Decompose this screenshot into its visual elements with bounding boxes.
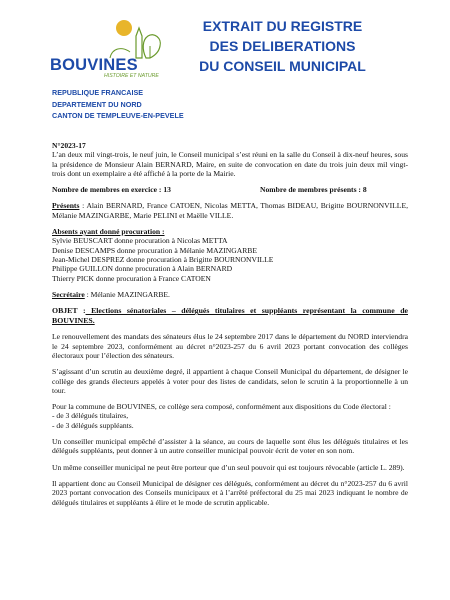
present-list: : Alain BERNARD, France CATOEN, Nicolas METTA, Thomas BIDEAU, Brigitte BOURNONVILLE, Mélanie MAZINGARBE, Marie PELINI et Maëlle VILLE. <box>52 201 408 220</box>
title-line-1: EXTRAIT DU REGISTRE <box>202 18 363 34</box>
header-canton: CANTON DE TEMPLEUVE-EN-PEVELE <box>52 111 184 120</box>
title-line-3: DU CONSEIL MUNICIPAL <box>199 58 366 74</box>
present-paragraph <box>52 201 408 220</box>
bullet-titulaires: - de 3 délégués titulaires, <box>52 411 129 421</box>
logo-tagline: HISTOIRE ET NATURE <box>104 73 159 79</box>
paragraph-composition: Pour la commune de BOUVINES, ce collège sera composé, conformément aux dispositions du Code électoral : <box>52 402 391 412</box>
object-line <box>52 306 408 325</box>
paragraph-designation: Il appartient donc au Conseil Municipal de désigner ces délégués, conformément au décret du n°2023-257 du 6 avril 2023 portant convocation des Conseils municipaux et à l’arrêté préfectoral du 25 mai 2023 indiquant le nombre de délégués titulaires et suppléants à élire et le mode de scrutin applicable. <box>52 478 408 507</box>
paragraph-proxy-rule: Un conseiller municipal empêché d’assister à la séance, au cours de laquelle sont élus les délégués titulaires et les délégués suppléants, peut donner à un autre conseiller municipal pouvoir écrit de voter en son nom. <box>52 437 408 456</box>
bullet-suppleants: - de 3 délégués suppléants. <box>52 420 134 430</box>
members-present: Nombre de membres présents : 8 <box>260 185 367 195</box>
secretary-name: : Mélanie MAZINGARBE. <box>84 289 170 299</box>
sun-icon <box>116 20 132 36</box>
secretary-label: Secrétaire <box>52 289 85 299</box>
object-text: Elections sénatoriales – délégués titulaires et suppléants représentant la commune de BOUVINES. <box>52 306 408 325</box>
administrative-header <box>52 87 184 122</box>
title-line-2: DES DELIBERATIONS <box>209 38 356 54</box>
object-label: OBJET : <box>52 306 86 316</box>
proxy-item: Philippe GUILLON donne procuration à Alain BERNARD <box>52 264 233 274</box>
header-republic: REPUBLIQUE FRANCAISE <box>52 88 144 97</box>
members-row <box>52 185 408 194</box>
absent-title: Absents ayant donné procuration : <box>52 227 165 237</box>
paragraph-single-proxy: Un même conseiller municipal ne peut être porteur que d’un seul pouvoir qui est toujours révocable (article L. 289). <box>52 462 405 472</box>
proxies-list <box>52 227 408 283</box>
proxy-item: Denise DESCAMPS donne procuration à Mélanie MAZINGARBE <box>52 245 258 255</box>
logo-name: BOUVINES <box>50 56 138 74</box>
church-icon <box>136 28 142 58</box>
members-in-office: Nombre de membres en exercice : 13 <box>52 185 171 195</box>
intro-paragraph: L’an deux mil vingt-trois, le neuf juin, le Conseil municipal s’est réuni en la salle du Conseil à dix-neuf heures, sous la présidence de Monsieur Alain BERNARD, Maire, en suite de convocation en date du trois juin deux mil vingt-trois dont un exemplaire a été affiché à la porte de la Mairie. <box>52 150 408 178</box>
deliberation-body <box>52 141 408 507</box>
secretary-line <box>52 290 408 299</box>
bouvines-logo <box>50 18 168 80</box>
paragraph-renewal: Le renouvellement des mandats des sénateurs élus le 24 septembre 2017 dans le département du NORD interviendra le 24 septembre 2023, conformément au décret n°2023-257 du 6 avril 2023 portant convocation des collèges électoraux pour l’élection des sénateurs. <box>52 332 408 360</box>
present-label: Présents <box>52 201 80 211</box>
deliberation-number: N°2023-17 <box>52 141 86 150</box>
proxy-item: Sylvie BEUSCART donne procuration à Nicolas METTA <box>52 236 228 246</box>
proxy-item: Thierry PICK donne procuration à France CATOEN <box>52 273 211 283</box>
tree-icon <box>143 35 160 58</box>
document-title <box>180 16 385 76</box>
header-department: DEPARTEMENT DU NORD <box>52 99 142 109</box>
proxy-item: Jean-Michel DESPREZ donne procuration à Brigitte BOURNONVILLE <box>52 254 274 264</box>
paragraph-scrutin: S’agissant d’un scrutin au deuxième degré, il appartient à chaque Conseil Municipal du département, de désigner le collège des grands électeurs appelés à voter pour des listes de candidats, selon le scrutin à la proportionnelle à un tour. <box>52 367 408 395</box>
